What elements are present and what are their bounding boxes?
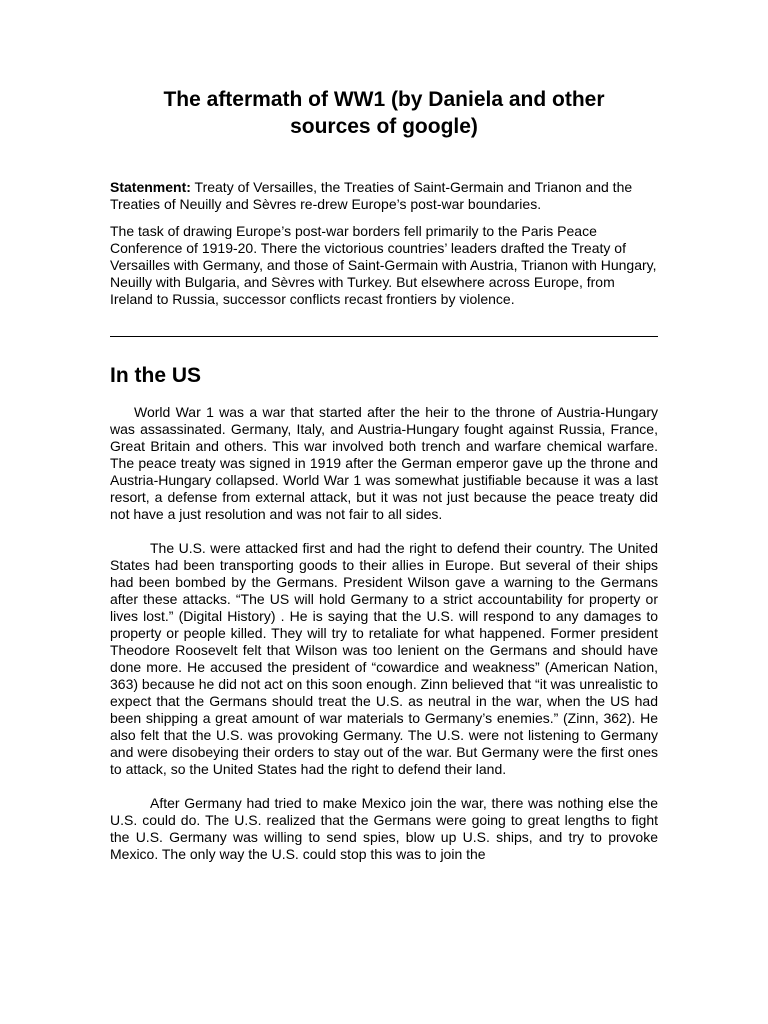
section-title: In the US — [110, 364, 202, 387]
statement-label: Statenment: — [110, 179, 191, 195]
statement-text: Treaty of Versailles, the Treaties of Saint-Germain and Trianon and the Treaties of Neuilly and Sèvres re-drew Europe’s post-war boundaries. — [110, 179, 633, 212]
body-paragraph: World War 1 was a war that started after the heir to the throne of Austria-Hungary was assassinated. Germany, Italy, and Austria-Hungary fought against Russia, France, Great Britain and others. This war involved both trench and warfare chemical warfare. The peace treaty was signed in 1919 after the German emperor gave up the throne and Austria-Hungary collapsed. World War 1 was somewhat justifiable because it was a last resort, a defense from external attack, but it was not just because the peace treaty did not have a just resolution and was not fair to all sides. — [110, 404, 658, 522]
document-page — [110, 86, 658, 863]
intro-paragraph: The task of drawing Europe’s post-war borders fell primarily to the Paris Peace Conference of 1919-20. There the victorious countries’ leaders drafted the Treaty of Versailles with Germany, and those of Saint-Germain with Austria, Trianon with Hungary, Neuilly with Bulgaria, and Sèvres with Turkey. But elsewhere across Europe, from Ireland to Russia, successor conflicts recast frontiers by violence. — [110, 223, 657, 307]
statement-paragraph — [110, 179, 658, 213]
body-paragraph: After Germany had tried to make Mexico join the war, there was nothing else the U.S. could do. The U.S. realized that the Germans were going to great lengths to fight the U.S. Germany was willing to send spies, blow up U.S. ships, and try to provoke Mexico. The only way the U.S. could stop this was to join the — [110, 795, 658, 862]
body-paragraph: The U.S. were attacked first and had the right to defend their country. The United States had been transporting goods to their allies in Europe. But several of their ships had been bombed by the Germans. President Wilson gave a warning to the Germans after these attacks. “The US will hold Germany to a strict accountability for property or lives lost.” (Digital History) . He is saying that the U.S. will respond to any damages to property or people killed. They will try to retaliate for what happened. Former president Theodore Roosevelt felt that Wilson was too lenient on the Germans and should have done more. He accused the president of “cowardice and weakness” (American Nation, 363) because he did not act on this soon enough. Zinn believed that “it was unrealistic to expect that the Germans should treat the U.S. as neutral in the war, when the US had been shipping a great amount of war materials to Germany’s enemies.” (Zinn, 362). He also felt that the U.S. was provoking Germany. The U.S. were not listening to Germany and were disobeying their orders to stay out of the war. But Germany were the first ones to attack, so the United States had the right to defend their land. — [110, 540, 658, 777]
document-title: The aftermath of WW1 (by Daniela and other sources of google) — [163, 88, 605, 138]
section-divider — [110, 336, 658, 337]
